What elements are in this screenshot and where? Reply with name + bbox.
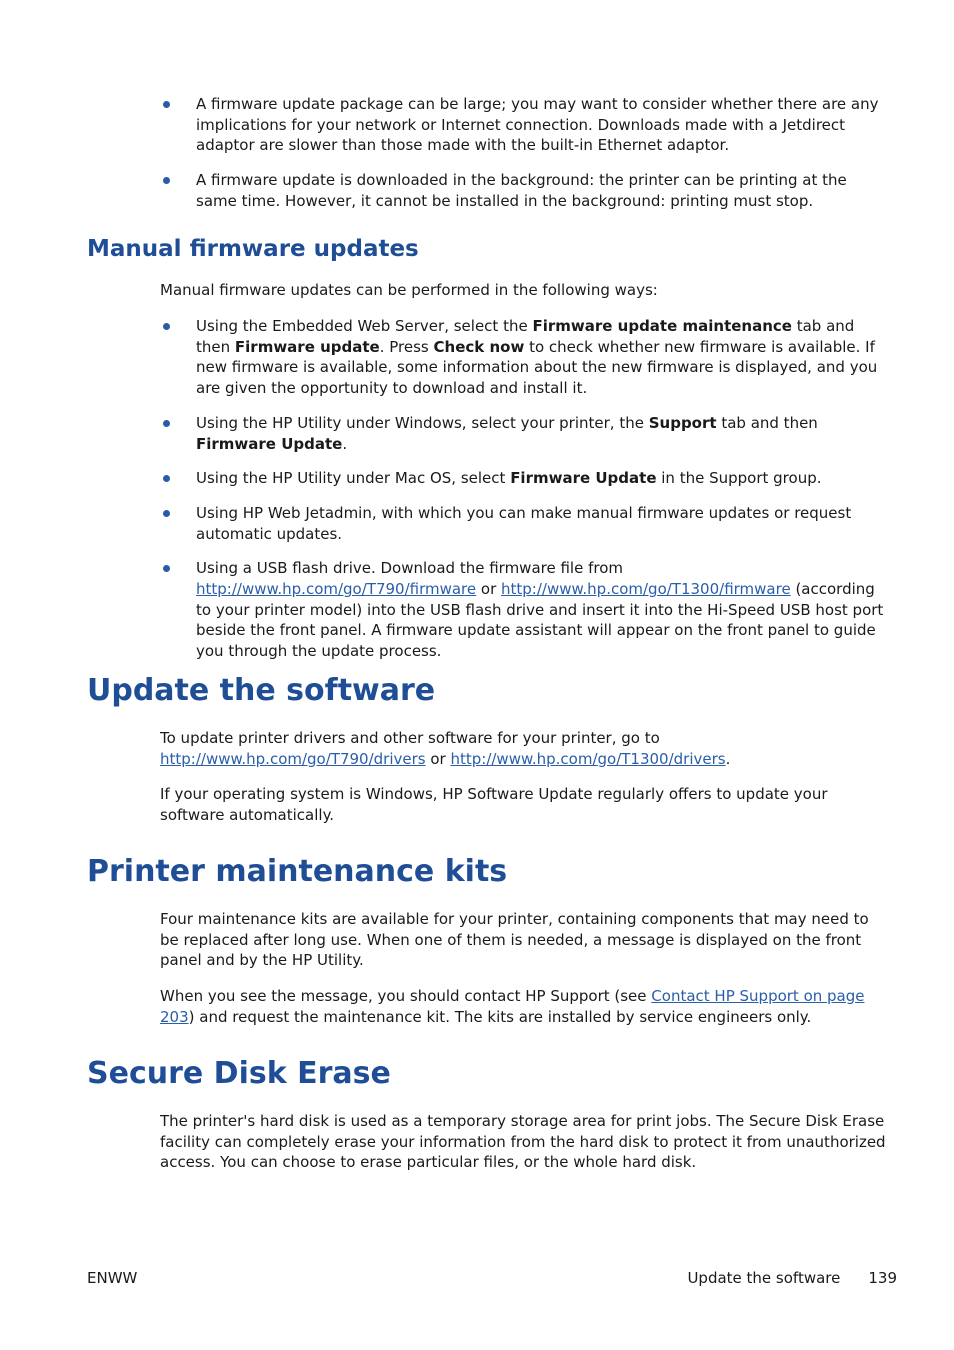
text-run: When you see the message, you should contact HP Support (see xyxy=(160,987,652,1005)
bullet-icon xyxy=(163,420,170,427)
heading-manual-firmware-updates: Manual firmware updates xyxy=(87,236,419,262)
intro-bullet-list xyxy=(160,94,888,212)
bullet-text xyxy=(196,317,877,397)
bullet-text xyxy=(196,414,818,453)
text-run: Using a USB flash drive. Download the firmware file from xyxy=(196,559,623,578)
text-run: tab and then xyxy=(196,317,855,356)
text-run: . Press xyxy=(379,337,434,356)
text-run: Using the HP Utility under Windows, select your printer, the xyxy=(196,413,649,432)
text-run: (according to your printer model) into the USB flash drive and insert it into the Hi-Speed USB host port beside the front panel. A firmware update assistant will appear on the front panel to guide you through the update process. xyxy=(196,580,884,661)
ui-term: Firmware update xyxy=(234,337,380,356)
update-software-paragraph-2: If your operating system is Windows, HP Software Update regularly offers to update your software automatically. xyxy=(160,785,828,824)
bullet-icon xyxy=(163,101,170,108)
contact-hp-support-link[interactable]: Contact HP Support on page 203 xyxy=(160,987,865,1026)
bullet-text: A firmware update is downloaded in the background: the printer can be printing at the same time. However, it cannot be installed in the background: printing must stop. xyxy=(196,171,847,210)
update-software-paragraph-1 xyxy=(160,728,888,769)
bullet-icon xyxy=(163,323,170,330)
footer-right xyxy=(687,1268,897,1288)
text-run: ) and request the maintenance kit. The kits are installed by service engineers only. xyxy=(188,1007,812,1026)
list-item xyxy=(160,94,888,156)
t1300-firmware-link[interactable]: http://www.hp.com/go/T1300/firmware xyxy=(501,580,791,599)
manual-intro: Manual firmware updates can be performed in the following ways: xyxy=(160,281,658,299)
list-item xyxy=(160,170,888,211)
ui-term: Check now xyxy=(433,337,525,356)
bullet-icon xyxy=(163,510,170,517)
footer-section-title: Update the software xyxy=(687,1269,841,1287)
list-item xyxy=(160,316,888,399)
list-item xyxy=(160,503,888,544)
text-run: tab and then xyxy=(716,413,818,432)
manual-methods-list xyxy=(160,316,888,662)
bullet-text: A firmware update package can be large; you may want to consider whether there are any implications for your network or Internet connection. Downloads made with a Jetdirect adaptor are slower than those made with the built-in Ethernet adaptor. xyxy=(196,95,879,155)
footer-left: ENWW xyxy=(87,1269,138,1287)
bullet-text xyxy=(196,469,822,487)
ui-term: Support xyxy=(648,413,717,432)
maintenance-paragraph-2 xyxy=(160,986,888,1027)
bullet-icon xyxy=(163,177,170,184)
t790-drivers-link[interactable]: http://www.hp.com/go/T790/drivers xyxy=(160,749,426,768)
page-number: 139 xyxy=(868,1269,897,1287)
text-run: or xyxy=(476,580,502,599)
ui-term: Firmware update maintenance xyxy=(532,317,792,335)
t790-firmware-link[interactable]: http://www.hp.com/go/T790/firmware xyxy=(196,580,477,599)
text-run: in the Support group. xyxy=(656,469,822,488)
maintenance-paragraph-1: Four maintenance kits are available for your printer, containing components that may need to be replaced after long use. When one of them is needed, a message is displayed on the front panel and by the HP Utility. xyxy=(160,910,869,970)
text-run: Using the HP Utility under Mac OS, select xyxy=(196,469,511,488)
list-item xyxy=(160,558,888,662)
bullet-text xyxy=(196,559,883,660)
ui-term: Firmware Update xyxy=(510,469,657,488)
heading-update-the-software: Update the software xyxy=(87,673,436,708)
bullet-text: Using HP Web Jetadmin, with which you can make manual firmware updates or request automatic updates. xyxy=(196,503,852,543)
heading-secure-disk-erase: Secure Disk Erase xyxy=(87,1056,391,1091)
bullet-icon xyxy=(163,565,170,572)
text-run: to check whether new firmware is available. If new firmware is available, some information about the new firmware is displayed, and you are given the opportunity to download and install it. xyxy=(196,337,878,398)
list-item xyxy=(160,468,888,489)
text-run: Using the Embedded Web Server, select the xyxy=(196,317,533,335)
text-run: . xyxy=(725,749,731,768)
text-run: . xyxy=(342,434,348,453)
secure-erase-paragraph: The printer's hard disk is used as a temporary storage area for print jobs. The Secure Disk Erase facility can completely erase your information from the hard disk to protect it from unauthorized access. You can choose to erase particular files, or the whole hard disk. xyxy=(160,1112,886,1172)
text-run: To update printer drivers and other software for your printer, go to xyxy=(160,729,660,747)
ui-term: Firmware Update xyxy=(196,434,343,453)
text-run: or xyxy=(425,749,451,768)
t1300-drivers-link[interactable]: http://www.hp.com/go/T1300/drivers xyxy=(450,749,726,768)
list-item xyxy=(160,413,888,454)
bullet-icon xyxy=(163,475,170,482)
heading-printer-maintenance-kits: Printer maintenance kits xyxy=(87,854,508,889)
